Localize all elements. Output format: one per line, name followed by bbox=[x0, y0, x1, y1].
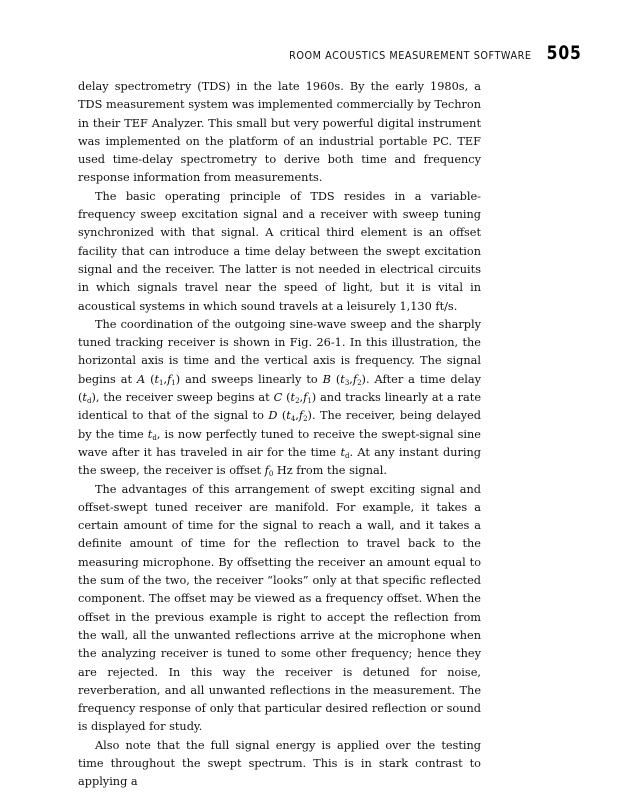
paragraph-2: The basic operating principle of TDS resides in a variable-frequency sweep excitation signal and a receiver with sweep tuning synchronized with that signal. A critical third element is an offset facility that can introduce a time delay between the swept excitation signal and the receiver. The latter is not needed in electrical circuits in which signals travel near the speed of light, but it is vital in acoustical systems in which sound travels at a leisurely 1,130 ft/s. bbox=[78, 189, 481, 313]
paragraph-1: delay spectrometry (TDS) in the late 1960s. By the early 1980s, a TDS measurement system was implemented commercially by Techron in their TEF Analyzer. This small but very powerful digital instrument was implemented on the platform of an industrial portable PC. TEF used time-delay spectrometry to derive both time and frequency response information from measurements. bbox=[78, 80, 481, 185]
body-text bbox=[78, 78, 481, 792]
running-title: ROOM ACOUSTICS MEASUREMENT SOFTWARE bbox=[288, 50, 532, 62]
paragraph-5: Also note that the full signal energy is applied over the testing time throughout the swept spectrum. This is in stark contrast to applying a bbox=[78, 738, 481, 789]
page-number: 505 bbox=[547, 42, 582, 64]
paragraph-4: The advantages of this arrangement of swept exciting signal and offset-swept tuned receiver are manifold. For example, it takes a certain amount of time for the signal to reach a wall, and it takes a definite amount of time for the reflection to travel back to the measuring microphone. By offsetting the receiver an amount equal to the sum of the two, the receiver “looks” only at that specific reflected component. The offset may be viewed as a frequency offset. When the offset in the previous example is right to accept the reflection from the wall, all the unwanted reflections arrive at the microphone when the analyzing receiver is tuned to some other frequency; hence they are rejected. In this way the receiver is detuned for noise, reverberation, and all unwanted reflections in the measurement. The frequency response of only that particular desired reflection or sound is displayed for study. bbox=[78, 482, 481, 734]
point-a: A bbox=[136, 372, 146, 386]
running-head bbox=[268, 42, 582, 64]
point-b: B bbox=[322, 372, 331, 386]
point-d: D bbox=[268, 409, 278, 423]
paragraph-3: The coordination of the outgoing sine-wave sweep and the sharply tuned tracking receiver is shown in Fig. 26-1. In this illustration, the horizontal axis is time and the vertical axis is frequency. The signal begins at A $(t_1,f_1)$ and sweeps linearly to B $(t_3,f_2)$. After a time delay $(t_d)$, the receiver sweep begins at C $(t_2,f_1)$ and tracks linearly at a rate identical to that of the signal to D $(t_4,f_2)$. The receiver, being delayed by the time $t_d$, is now perfectly tuned to receive the swept-signal sine wave after it has traveled in air for the time $t_d$. At any instant during the sweep, the receiver is offset $f_0$ Hz from the signal. bbox=[78, 317, 482, 479]
point-c: C bbox=[273, 391, 283, 405]
